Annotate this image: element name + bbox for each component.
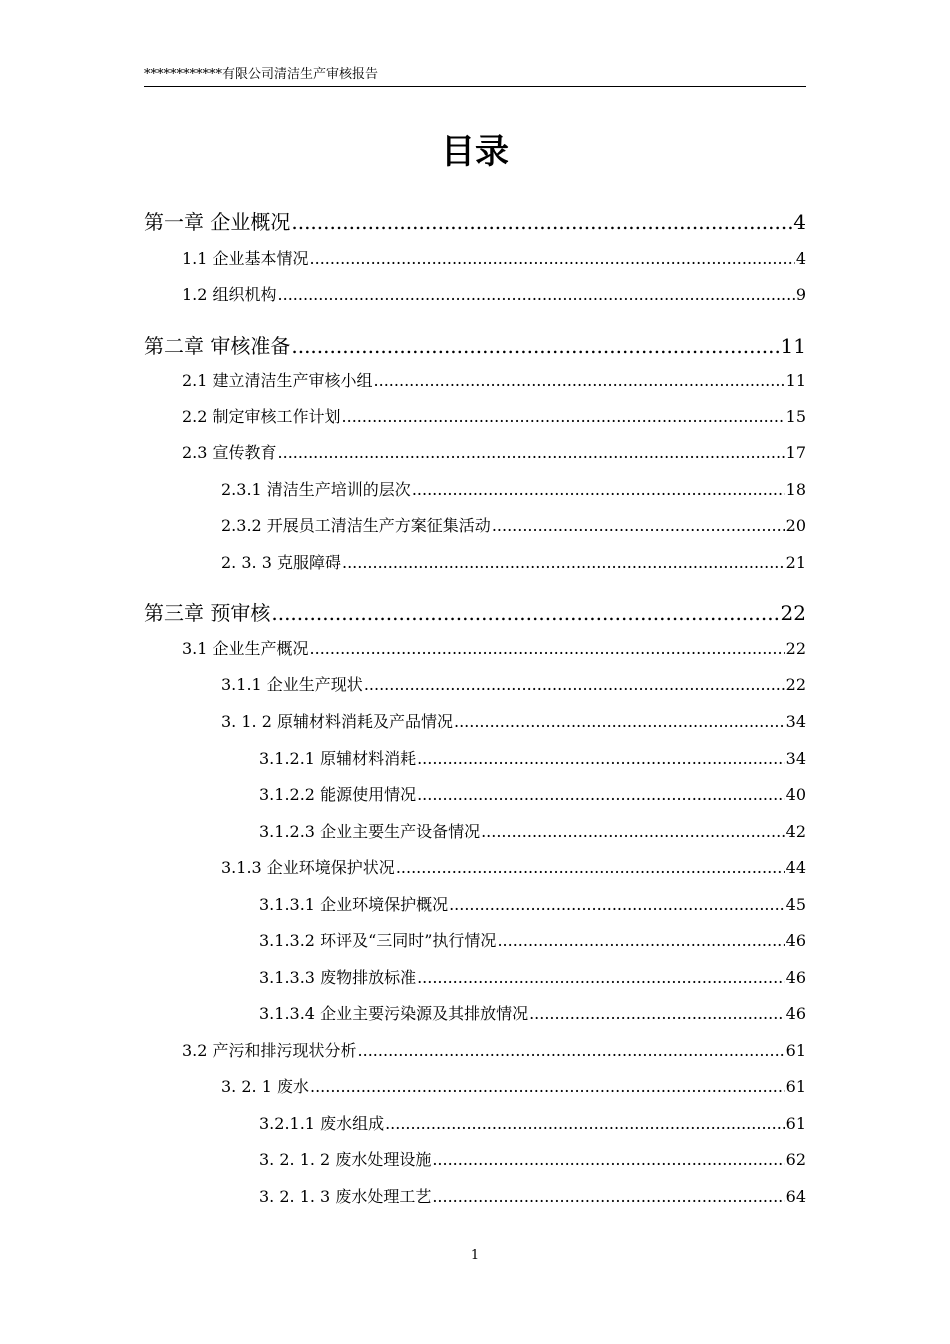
toc-entry[interactable]	[259, 1001, 806, 1025]
toc-leader-dots	[432, 1150, 784, 1169]
toc-leader-dots	[449, 895, 785, 914]
toc-leader-dots	[432, 1187, 784, 1206]
toc-entry-page: 64	[785, 1187, 806, 1206]
toc-entry[interactable]	[144, 206, 806, 236]
toc-entry-label: 3.2 产污和排污现状分析	[182, 1041, 357, 1060]
toc-entry-label: 第三章 预审核	[144, 601, 271, 625]
toc-entry-label: 3.1.3.2 环评及“三同时”执行情况	[259, 931, 497, 950]
toc-entry[interactable]	[259, 782, 806, 806]
toc-leader-dots	[278, 285, 795, 304]
page-number: 1	[470, 1248, 480, 1263]
toc-entry[interactable]	[259, 1111, 806, 1135]
toc-entry-page: 17	[785, 443, 806, 462]
toc-entry-page: 40	[785, 785, 806, 804]
toc-leader-dots	[291, 334, 779, 358]
toc-entry-label: 3.2.1.1 废水组成	[259, 1114, 385, 1133]
page-title: 目录	[441, 132, 509, 172]
toc-leader-dots	[358, 1041, 785, 1060]
toc-entry-page: 22	[780, 601, 806, 625]
toc-entry-page: 9	[795, 285, 806, 304]
toc-entry-label: 3.1.2.3 企业主要生产设备情况	[259, 822, 481, 841]
toc-leader-dots	[417, 785, 785, 804]
toc-entry[interactable]	[221, 513, 806, 537]
toc-entry[interactable]	[259, 928, 806, 952]
toc-leader-dots	[278, 443, 785, 462]
toc-entry[interactable]	[182, 282, 806, 306]
toc-leader-dots	[497, 931, 784, 950]
toc-leader-dots	[412, 480, 785, 499]
toc-entry-page: 61	[785, 1114, 806, 1133]
toc-leader-dots	[529, 1004, 785, 1023]
toc-leader-dots	[396, 858, 785, 877]
toc-entry-label: 第一章 企业概况	[144, 210, 291, 234]
toc-entry[interactable]	[144, 330, 806, 360]
toc-entry-label: 3. 2. 1. 3 废水处理工艺	[259, 1187, 432, 1206]
toc-entry[interactable]	[221, 709, 806, 733]
toc-leader-dots	[271, 601, 779, 625]
toc-entry-label: 3. 2. 1 废水	[221, 1077, 309, 1096]
toc-entry-page: 46	[785, 968, 806, 987]
toc-entry[interactable]	[259, 819, 806, 843]
toc-entry[interactable]	[259, 965, 806, 989]
toc-entry-label: 2.3.1 清洁生产培训的层次	[221, 480, 411, 499]
toc-leader-dots	[385, 1114, 785, 1133]
toc-entry-label: 3.1.2.1 原辅材料消耗	[259, 749, 417, 768]
header-text: ************有限公司清洁生产审核报告	[144, 67, 379, 82]
toc-entry-page: 42	[785, 822, 806, 841]
toc-leader-dots	[481, 822, 785, 841]
toc-entry-label: 3.1.2.2 能源使用情况	[259, 785, 417, 804]
toc-leader-dots	[342, 553, 785, 572]
toc-entry-page: 21	[785, 553, 806, 572]
toc-entry-label: 3. 2. 1. 2 废水处理设施	[259, 1150, 432, 1169]
toc-entry[interactable]	[144, 597, 806, 627]
toc-entry[interactable]	[182, 440, 806, 464]
toc-entry[interactable]	[221, 672, 806, 696]
toc-entry[interactable]	[259, 892, 806, 916]
toc-entry-page: 11	[785, 371, 806, 390]
toc-leader-dots	[342, 407, 785, 426]
toc-entry-page: 22	[785, 639, 806, 658]
toc-entry-label: 3.1 企业生产概况	[182, 639, 309, 658]
toc-entry-page: 61	[785, 1077, 806, 1096]
toc-entry-page: 15	[785, 407, 806, 426]
toc-leader-dots	[492, 516, 785, 535]
toc-entry[interactable]	[182, 246, 806, 270]
toc-entry-page: 11	[780, 334, 806, 358]
toc-entry-page: 45	[785, 895, 806, 914]
toc-entry[interactable]	[259, 746, 806, 770]
toc-entry[interactable]	[182, 1038, 806, 1062]
toc-entry-page: 20	[785, 516, 806, 535]
toc-entry-label: 3.1.3 企业环境保护状况	[221, 858, 395, 877]
toc-leader-dots	[364, 675, 785, 694]
toc-entry-label: 3.1.3.4 企业主要污染源及其排放情况	[259, 1004, 529, 1023]
toc-entry-label: 第二章 审核准备	[144, 334, 291, 358]
toc-entry-page: 44	[785, 858, 806, 877]
toc-entry-page: 46	[785, 931, 806, 950]
toc-entry-label: 2. 3. 3 克服障碍	[221, 553, 341, 572]
toc-entry-label: 2.1 建立清洁生产审核小组	[182, 371, 373, 390]
toc-entry[interactable]	[259, 1147, 806, 1171]
toc-entry-label: 3. 1. 2 原辅材料消耗及产品情况	[221, 712, 453, 731]
toc-entry[interactable]	[182, 404, 806, 428]
toc-entry-page: 62	[785, 1150, 806, 1169]
toc-entry-label: 2.2 制定审核工作计划	[182, 407, 341, 426]
toc-entry[interactable]	[221, 1074, 806, 1098]
toc-entry-page: 4	[795, 249, 806, 268]
toc-leader-dots	[454, 712, 785, 731]
toc-entry-label: 2.3.2 开展员工清洁生产方案征集活动	[221, 516, 491, 535]
toc-entry[interactable]	[182, 636, 806, 660]
toc-entry-page: 46	[785, 1004, 806, 1023]
toc-entry-label: 3.1.3.3 废物排放标准	[259, 968, 417, 987]
toc-entry-page: 18	[785, 480, 806, 499]
toc-leader-dots	[310, 249, 795, 268]
toc-entry-label: 3.1.3.1 企业环境保护概况	[259, 895, 449, 914]
toc-entry[interactable]	[182, 368, 806, 392]
toc-entry-label: 2.3 宣传教育	[182, 443, 277, 462]
toc-entry-label: 3.1.1 企业生产现状	[221, 675, 363, 694]
toc-entry[interactable]	[221, 550, 806, 574]
toc-entry[interactable]	[259, 1184, 806, 1208]
toc-leader-dots	[417, 968, 785, 987]
toc-entry[interactable]	[221, 855, 806, 879]
toc-entry[interactable]	[221, 477, 806, 501]
toc-leader-dots	[310, 639, 785, 658]
toc-entry-label: 1.2 组织机构	[182, 285, 277, 304]
toc-entry-page: 22	[785, 675, 806, 694]
toc-entry-page: 61	[785, 1041, 806, 1060]
toc-leader-dots	[310, 1077, 785, 1096]
toc-leader-dots	[291, 210, 792, 234]
toc-leader-dots	[374, 371, 785, 390]
toc-entry-label: 1.1 企业基本情况	[182, 249, 309, 268]
toc-entry-page: 4	[793, 210, 806, 234]
toc-entry-page: 34	[785, 712, 806, 731]
toc-entry-page: 34	[785, 749, 806, 768]
toc-leader-dots	[417, 749, 785, 768]
